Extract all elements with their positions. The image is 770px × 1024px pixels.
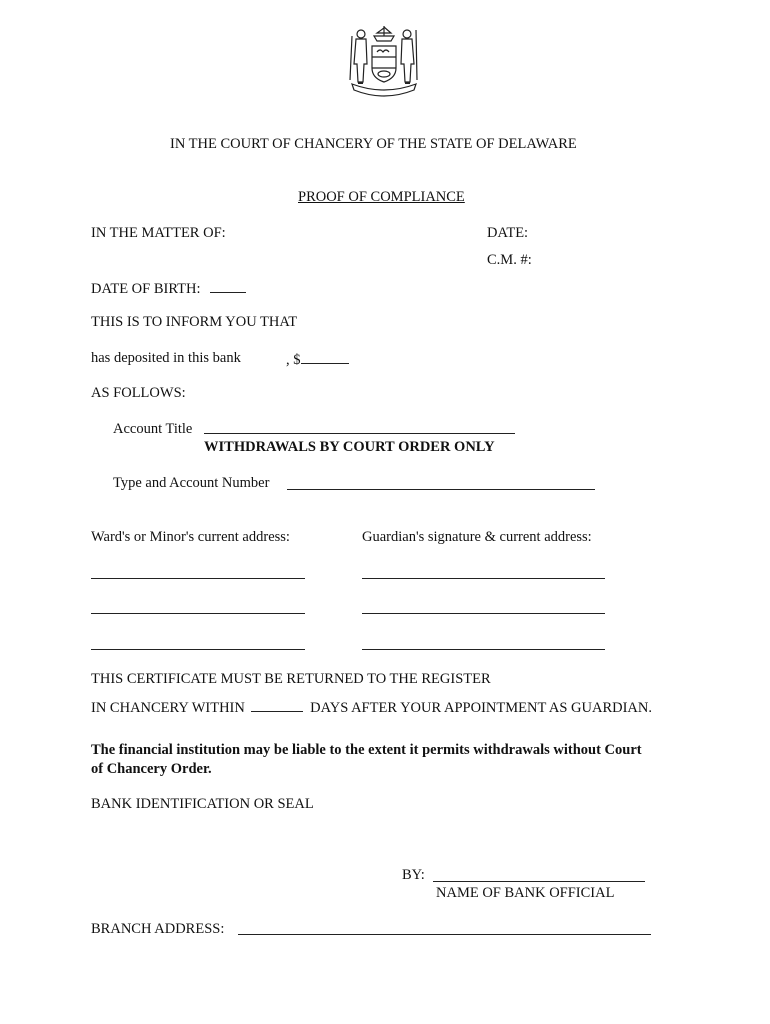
guardian-address-line-1[interactable] xyxy=(362,578,605,579)
certificate-days-label: DAYS AFTER YOUR APPOINTMENT AS GUARDIAN. xyxy=(310,700,652,716)
as-follows-label: AS FOLLOWS: xyxy=(91,385,186,401)
amount-field[interactable] xyxy=(301,350,349,364)
inform-text: THIS IS TO INFORM YOU THAT xyxy=(91,314,298,330)
bank-seal-label: BANK IDENTIFICATION OR SEAL xyxy=(91,796,314,812)
ward-address-line-1[interactable] xyxy=(91,578,305,579)
account-number-label: Type and Account Number xyxy=(113,475,270,491)
court-heading: IN THE COURT OF CHANCERY OF THE STATE OF DELAWARE xyxy=(170,136,577,152)
guardian-address-line-2[interactable] xyxy=(362,613,605,614)
certificate-within-label: IN CHANCERY WITHIN xyxy=(91,700,245,716)
amount-row xyxy=(286,350,349,369)
liability-notice-line-1: The financial institution may be liable to the extent it permits withdrawals without Court xyxy=(91,742,642,758)
branch-address-field[interactable] xyxy=(238,934,651,935)
guardian-address-label: Guardian's signature & current address: xyxy=(362,529,592,545)
dob-label: DATE OF BIRTH: xyxy=(91,281,201,297)
date-label: DATE: xyxy=(487,225,529,241)
bank-official-label: NAME OF BANK OFFICIAL xyxy=(436,885,615,901)
guardian-address-line-3[interactable] xyxy=(362,649,605,650)
bank-official-signature-field[interactable] xyxy=(433,881,645,882)
delaware-state-seal-icon xyxy=(344,24,424,100)
branch-address-label: BRANCH ADDRESS: xyxy=(91,921,225,937)
amount-prefix: , $ xyxy=(286,352,301,368)
account-title-field[interactable] xyxy=(204,433,515,434)
days-field[interactable] xyxy=(251,698,303,712)
document-title: PROOF OF COMPLIANCE xyxy=(298,189,465,205)
dob-row xyxy=(91,279,246,298)
ward-address-line-2[interactable] xyxy=(91,613,305,614)
certificate-line-1: THIS CERTIFICATE MUST BE RETURNED TO THE REGISTER xyxy=(91,671,491,687)
ward-address-line-3[interactable] xyxy=(91,649,305,650)
ward-address-label: Ward's or Minor's current address: xyxy=(91,529,290,545)
certificate-line-2 xyxy=(91,698,652,717)
liability-notice-line-2: of Chancery Order. xyxy=(91,761,212,777)
account-number-field[interactable] xyxy=(287,489,595,490)
withdrawals-notice: WITHDRAWALS BY COURT ORDER ONLY xyxy=(204,439,495,455)
dob-field[interactable] xyxy=(210,279,246,293)
account-title-label: Account Title xyxy=(113,421,193,437)
by-label: BY: xyxy=(402,867,425,883)
deposited-text: has deposited in this bank xyxy=(91,350,241,366)
cm-number-label: C.M. #: xyxy=(487,252,532,268)
matter-label: IN THE MATTER OF: xyxy=(91,225,226,241)
